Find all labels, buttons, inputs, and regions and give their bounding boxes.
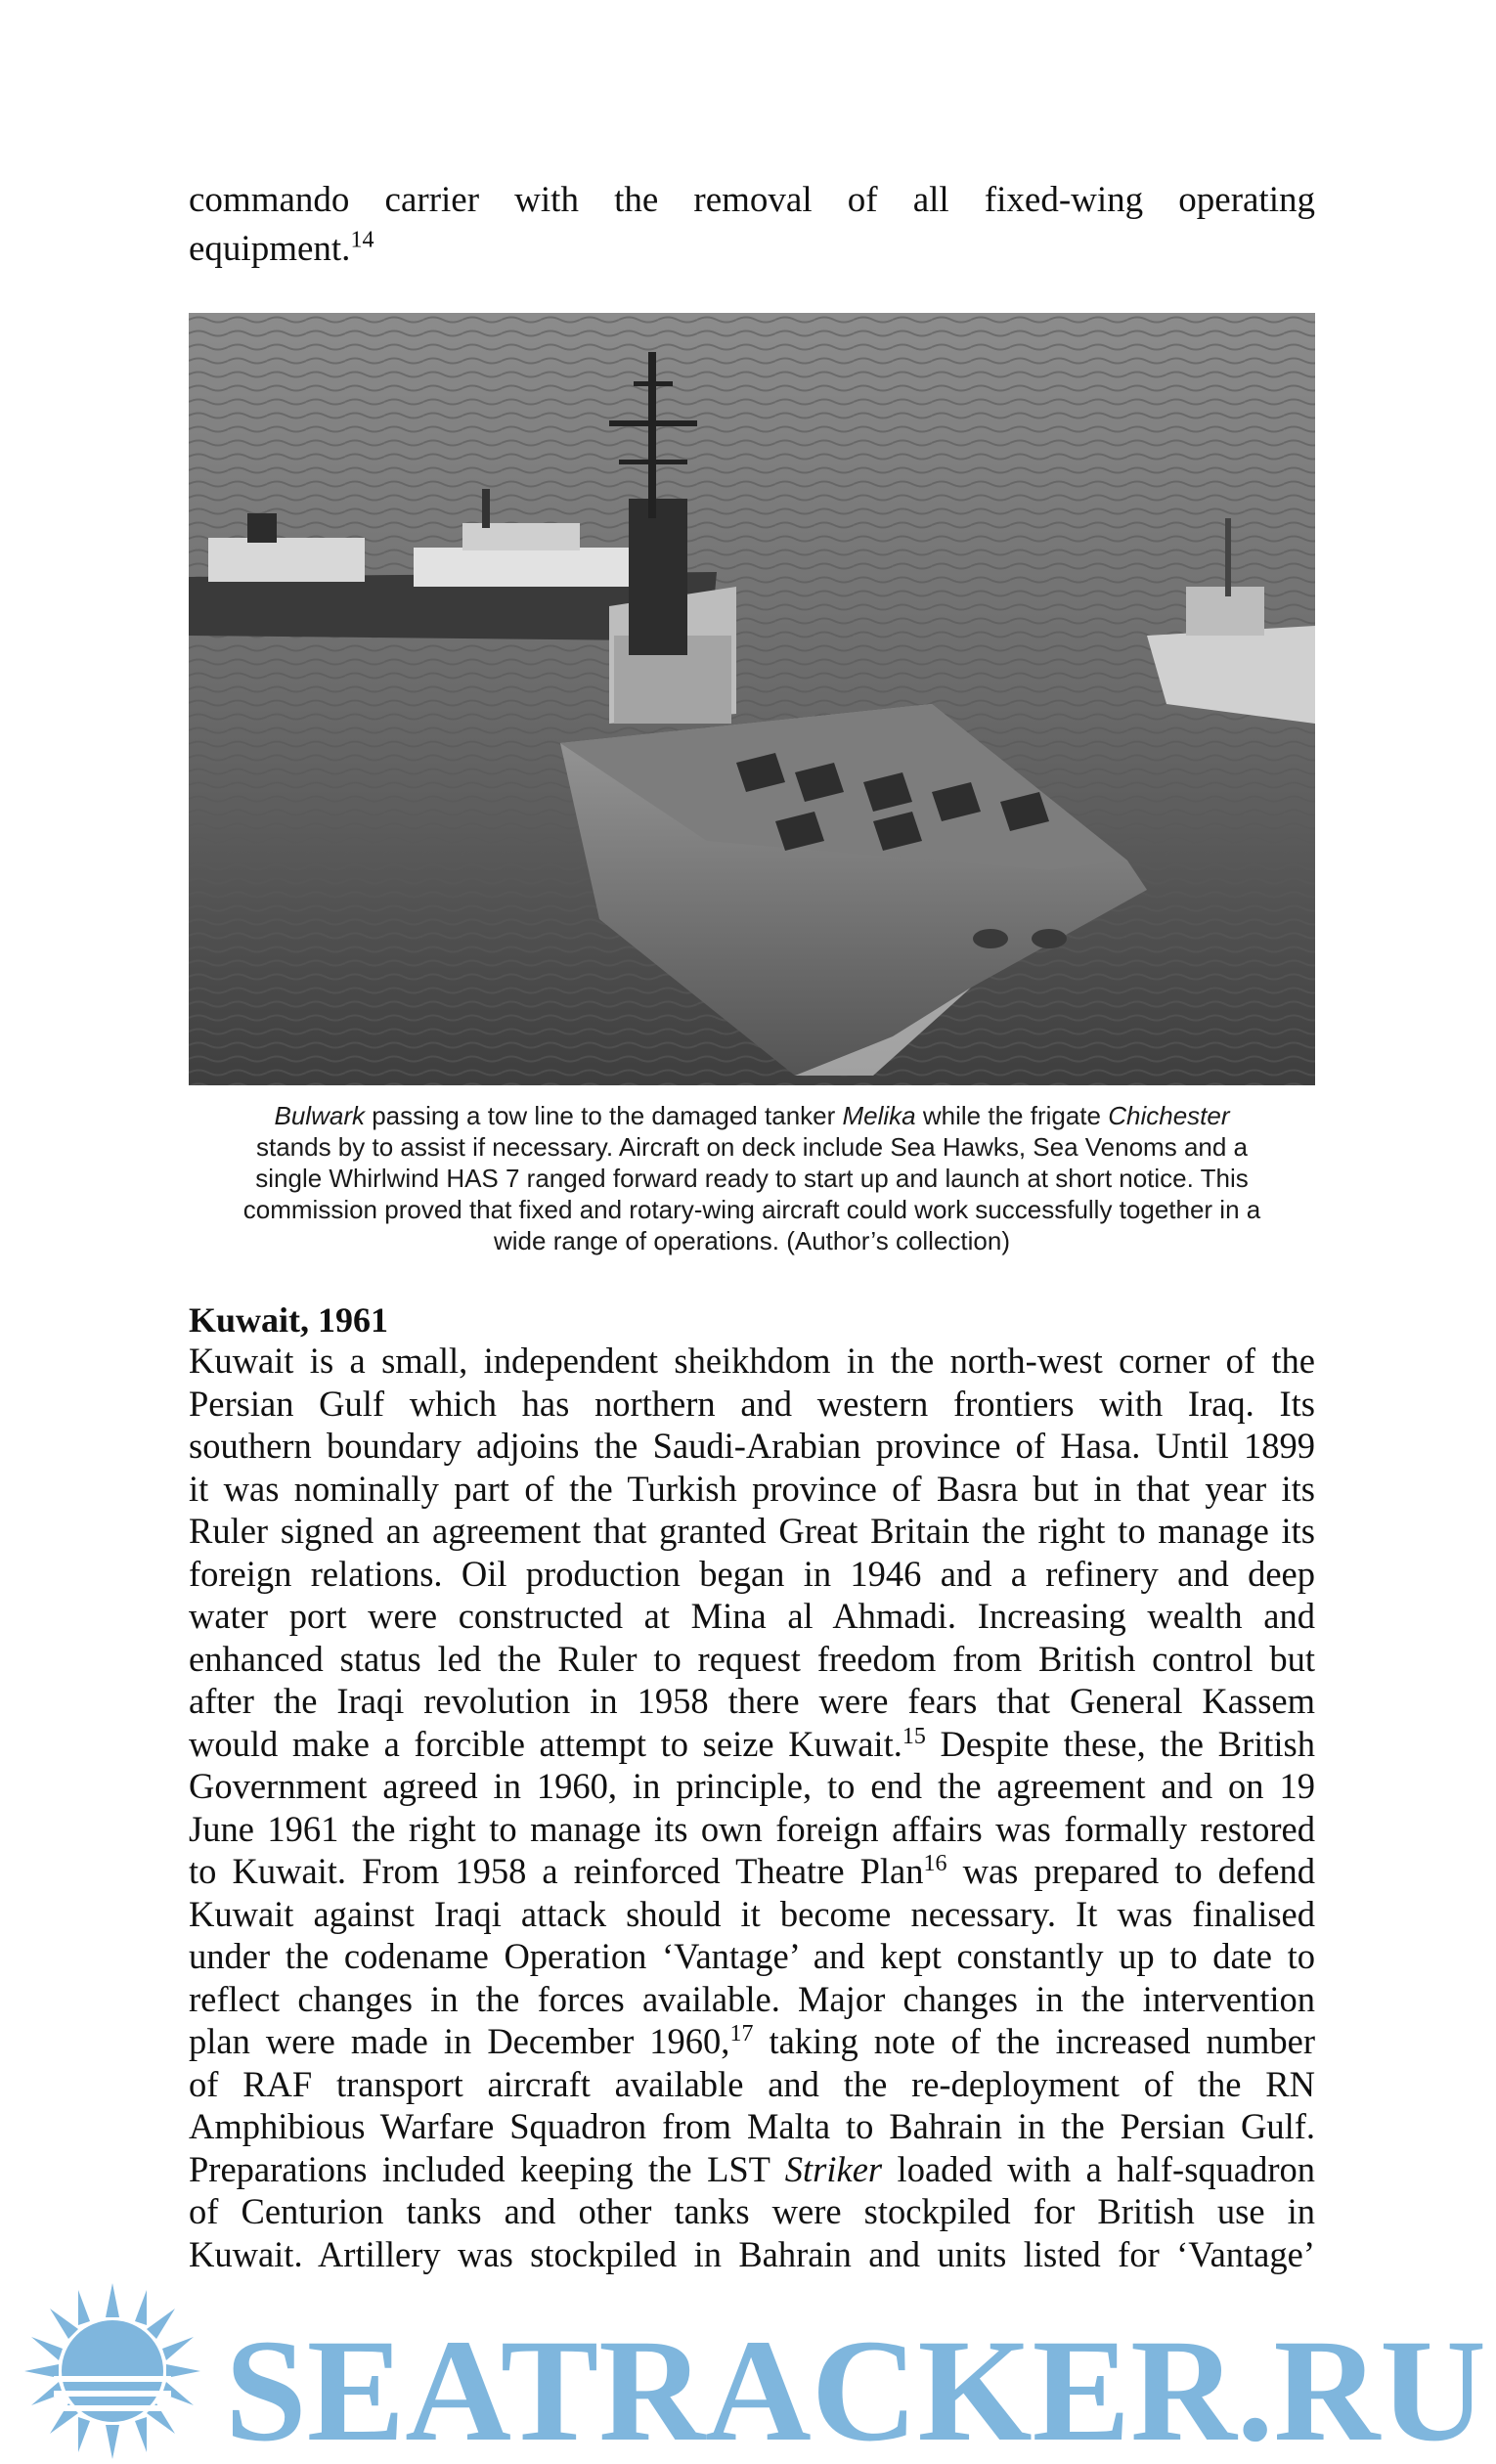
body-line: June 1961 the right to manage its own foreign affairs was formally restored <box>189 1808 1315 1849</box>
intro-paragraph <box>189 176 1315 274</box>
body-line: enhanced status led the Ruler to request freedom from British control but <box>189 1638 1315 1679</box>
body-line: southern boundary adjoins the Saudi-Arabian province of Hasa. Until 1899 <box>189 1426 1315 1466</box>
body-text-fragment: would make a forcible attempt to seize Kuwait. <box>189 1723 902 1764</box>
caption-line-3: single Whirlwind HAS 7 ranged forward ready to start up and launch at short notice. This <box>255 1164 1249 1193</box>
body-line: Kuwait is a small, independent sheikhdom in the north-west corner of the <box>189 1341 1315 1381</box>
section-heading: Kuwait, 1961 <box>189 1300 389 1340</box>
intro-line-2: equipment. <box>189 229 351 269</box>
body-line: reflect changes in the forces available. Major changes in the intervention <box>189 1978 1315 2019</box>
body-text-fragment: to Kuwait. From 1958 a reinforced Theatre Plan <box>189 1851 924 1891</box>
body-line: Amphibious Warfare Squadron from Malta to Bahrain in the Persian Gulf. <box>189 2106 1315 2146</box>
caption-line-5: wide range of operations. (Author’s collection) <box>494 1226 1010 1255</box>
carrier-photo-illustration <box>189 313 1315 1085</box>
body-text-fragment: taking note of the increased number <box>753 2021 1315 2061</box>
ship-name-chichester: Chichester <box>1108 1101 1230 1130</box>
caption-line-1 <box>189 1100 1315 1131</box>
watermark-text: SEATRACKER.RU <box>225 2310 1486 2464</box>
body-line <box>189 2148 1315 2191</box>
body-text-fragment: was prepared to defend <box>946 1851 1315 1891</box>
ship-name-striker: Striker <box>784 2148 883 2189</box>
body-line: after the Iraqi revolution in 1958 there were fears that General Kassem <box>189 1681 1315 1721</box>
footnote-ref-15[interactable]: 15 <box>902 1723 926 1749</box>
body-line <box>189 1723 1315 1766</box>
body-line: Persian Gulf which has northern and western frontiers with Iraq. Its <box>189 1383 1315 1424</box>
body-line: foreign relations. Oil production began in 1946 and a refinery and deep <box>189 1553 1315 1594</box>
footnote-ref-16[interactable]: 16 <box>923 1850 947 1876</box>
footnote-ref-14[interactable]: 14 <box>350 227 374 253</box>
ship-name-melika: Melika <box>842 1101 916 1130</box>
body-line: Government agreed in 1960, in principle, to end the agreement and on 19 <box>189 1766 1315 1806</box>
section-body <box>189 1340 1315 2275</box>
body-text-fragment: loaded with a half-squadron <box>882 2148 1316 2189</box>
body-line: it was nominally part of the Turkish province of Basra but in that year its <box>189 1468 1315 1509</box>
body-line: of Centurion tanks and other tanks were stockpiled for British use in <box>189 2191 1315 2231</box>
body-line <box>189 2020 1315 2063</box>
ship-name-bulwark: Bulwark <box>274 1101 365 1130</box>
ship-photograph <box>189 313 1315 1085</box>
sun-logo-icon <box>24 2283 200 2459</box>
body-line: Kuwait. Artillery was stockpiled in Bahrain and units listed for ‘Vantage’ <box>189 2233 1315 2274</box>
body-text-fragment: plan were made in December 1960, <box>189 2021 730 2061</box>
seatracker-watermark <box>0 2278 1496 2464</box>
caption-line-4: commission proved that fixed and rotary-wing aircraft could work successfully together in a <box>242 1195 1261 1224</box>
body-text-fragment: Preparations included keeping the LST <box>189 2148 785 2189</box>
body-line: under the codename Operation ‘Vantage’ and kept constantly up to date to <box>189 1936 1315 1976</box>
intro-line-1: commando carrier with the removal of all fixed-wing operating <box>189 180 1315 220</box>
body-line <box>189 1850 1315 1893</box>
footnote-ref-17[interactable]: 17 <box>729 2020 754 2046</box>
body-line: Kuwait against Iraqi attack should it become necessary. It was finalised <box>189 1893 1315 1934</box>
body-line: Ruler signed an agreement that granted Great Britain the right to manage its <box>189 1511 1315 1551</box>
body-text-fragment: Despite these, the British <box>925 1723 1315 1764</box>
caption-text: while the frigate <box>915 1101 1109 1130</box>
photo-caption <box>189 1100 1315 1256</box>
body-line: of RAF transport aircraft available and the re-deployment of the RN <box>189 2063 1315 2104</box>
caption-text: passing a tow line to the damaged tanker <box>364 1101 843 1130</box>
caption-line-2: stands by to assist if necessary. Aircraft on deck include Sea Hawks, Sea Venoms and a <box>255 1132 1249 1162</box>
body-line: water port were constructed at Mina al Ahmadi. Increasing wealth and <box>189 1596 1315 1636</box>
